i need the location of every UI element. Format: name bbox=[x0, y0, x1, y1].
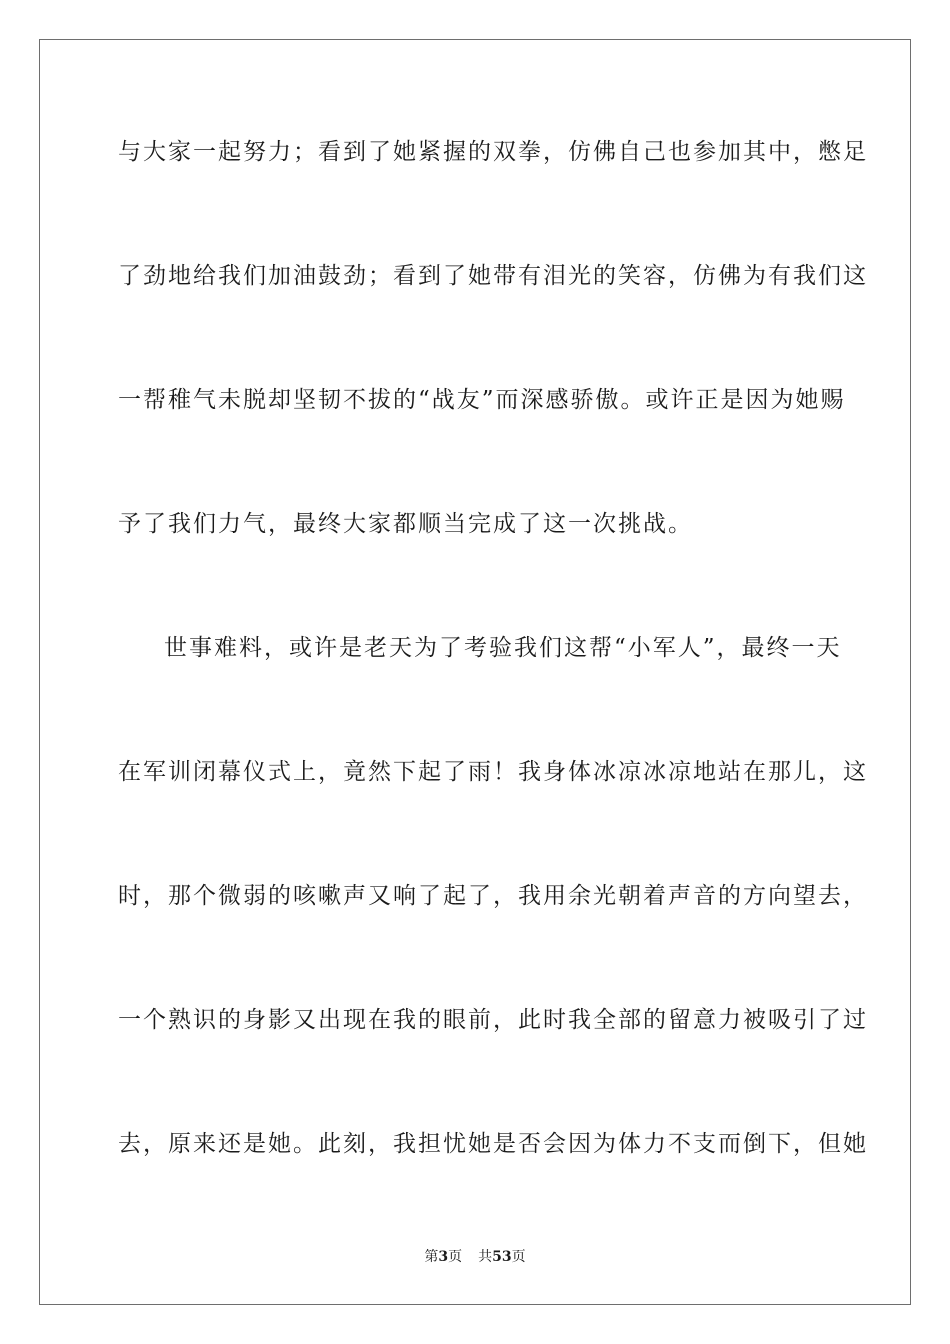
text-line: 去，原来还是她。此刻，我担忧她是否会因为体力不支而倒下，但她 bbox=[118, 1131, 868, 1157]
page-label-suffix: 页 bbox=[448, 1249, 463, 1265]
text-line: 在军训闭幕仪式上，竟然下起了雨！我身体冰凉冰凉地站在那儿，这 bbox=[118, 759, 868, 785]
text-line: 时，那个微弱的咳嗽声又响了起了，我用余光朝着声音的方向望去， bbox=[118, 883, 868, 909]
text-line: 予了我们力气，最终大家都顺当完成了这一次挑战。 bbox=[118, 511, 693, 537]
page-number: 3 bbox=[438, 1249, 449, 1265]
total-label-prefix: 共 bbox=[478, 1249, 493, 1265]
text-line: 与大家一起努力；看到了她紧握的双拳，仿佛自己也参加其中，憋足 bbox=[118, 139, 868, 165]
text-line: 了劲地给我们加油鼓劲；看到了她带有泪光的笑容，仿佛为有我们这 bbox=[118, 263, 868, 289]
page-border bbox=[39, 39, 911, 1305]
page-label-prefix: 第 bbox=[424, 1249, 439, 1265]
text-line: 一个熟识的身影又出现在我的眼前，此时我全部的留意力被吸引了过 bbox=[118, 1007, 868, 1033]
total-pages: 53 bbox=[492, 1249, 512, 1265]
page-footer bbox=[0, 1248, 950, 1266]
total-label-suffix: 页 bbox=[511, 1249, 526, 1265]
text-line: 世事难料，或许是老天为了考验我们这帮“小军人”，最终一天 bbox=[164, 635, 842, 661]
text-line: 一帮稚气未脱却坚韧不拔的“战友”而深感骄傲。或许正是因为她赐 bbox=[118, 387, 846, 413]
